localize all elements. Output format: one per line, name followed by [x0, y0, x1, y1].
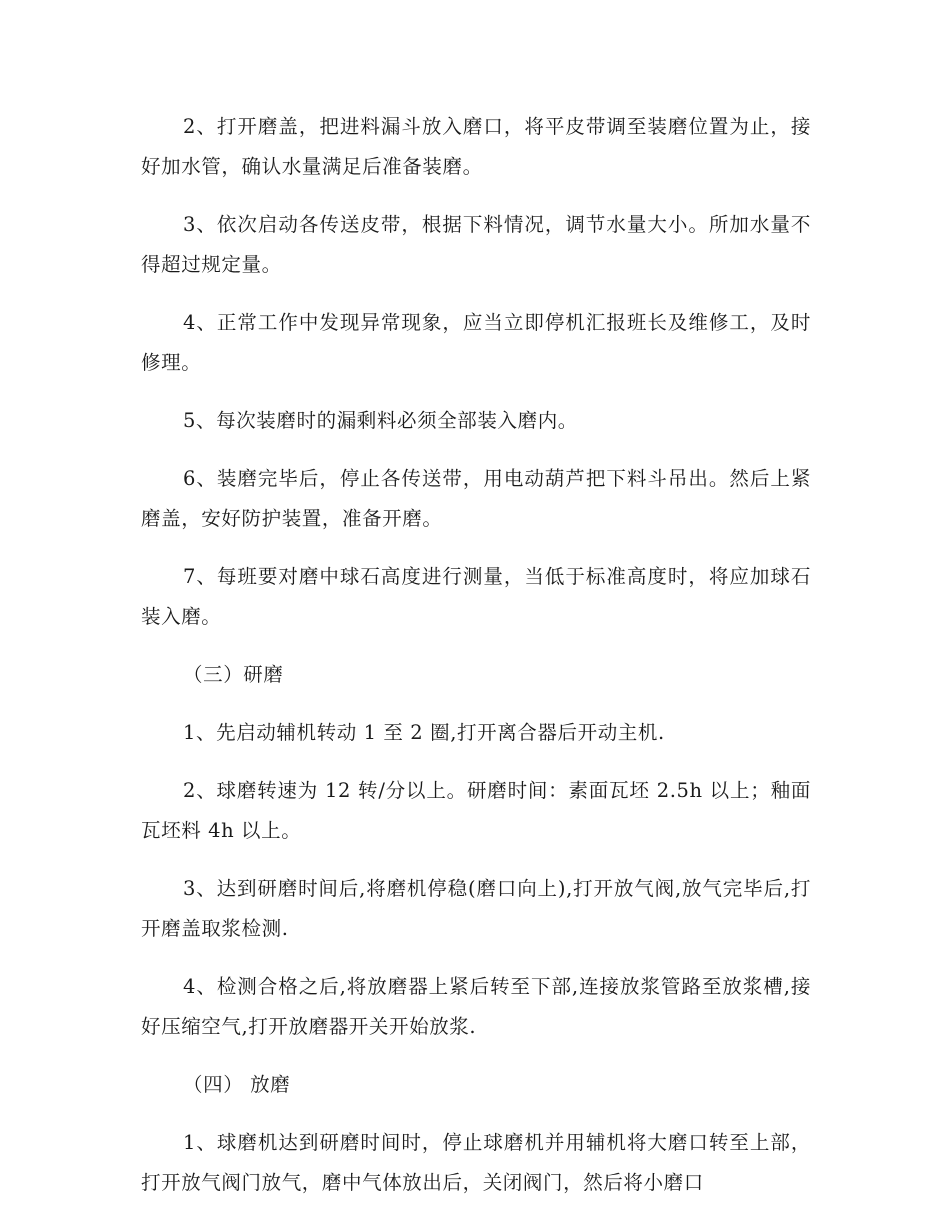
grind-step-2: 2、球磨转速为 12 转/分以上。研磨时间：素面瓦坯 2.5h 以上；釉面瓦坯料 4h 以上。 [141, 779, 811, 842]
section-4-heading: （四） 放磨 [183, 1073, 291, 1096]
section-3-heading: （三）研磨 [183, 663, 284, 686]
step-2-open-cover: 2、打开磨盖，把进料漏斗放入磨口，将平皮带调至装磨位置为止，接好加水管，确认水量满足后准备装磨。 [141, 115, 811, 178]
step-4-abnormal-stop: 4、正常工作中发现异常现象，应当立即停机汇报班长及维修工，及时修理。 [141, 311, 811, 374]
grind-step-4: 4、检测合格之后,将放磨器上紧后转至下部,连接放浆管路至放浆槽,接好压缩空气,打开放磨器开关开始放浆. [141, 975, 811, 1038]
step-3-start-belts: 3、依次启动各传送皮带，根据下料情况，调节水量大小。所加水量不得超过规定量。 [141, 213, 811, 276]
document-body [141, 107, 811, 1221]
grind-step-1: 1、先启动辅机转动 1 至 2 圈,打开离合器后开动主机. [183, 721, 665, 744]
step-5-leftover-material: 5、每次装磨时的漏剩料必须全部装入磨内。 [183, 409, 578, 432]
discharge-step-1: 1、球磨机达到研磨时间时，停止球磨机并用辅机将大磨口转至上部，打开放气阀门放气，磨中气体放出后，关闭阀门，然后将小磨口 [141, 1131, 811, 1194]
step-6-finish-loading: 6、装磨完毕后，停止各传送带，用电动葫芦把下料斗吊出。然后上紧磨盖，安好防护装置，准备开磨。 [141, 467, 811, 530]
step-7-measure-balls: 7、每班要对磨中球石高度进行测量，当低于标准高度时，将应加球石装入磨。 [141, 565, 811, 628]
grind-step-3: 3、达到研磨时间后,将磨机停稳(磨口向上),打开放气阀,放气完毕后,打开磨盖取浆检测. [141, 877, 811, 940]
